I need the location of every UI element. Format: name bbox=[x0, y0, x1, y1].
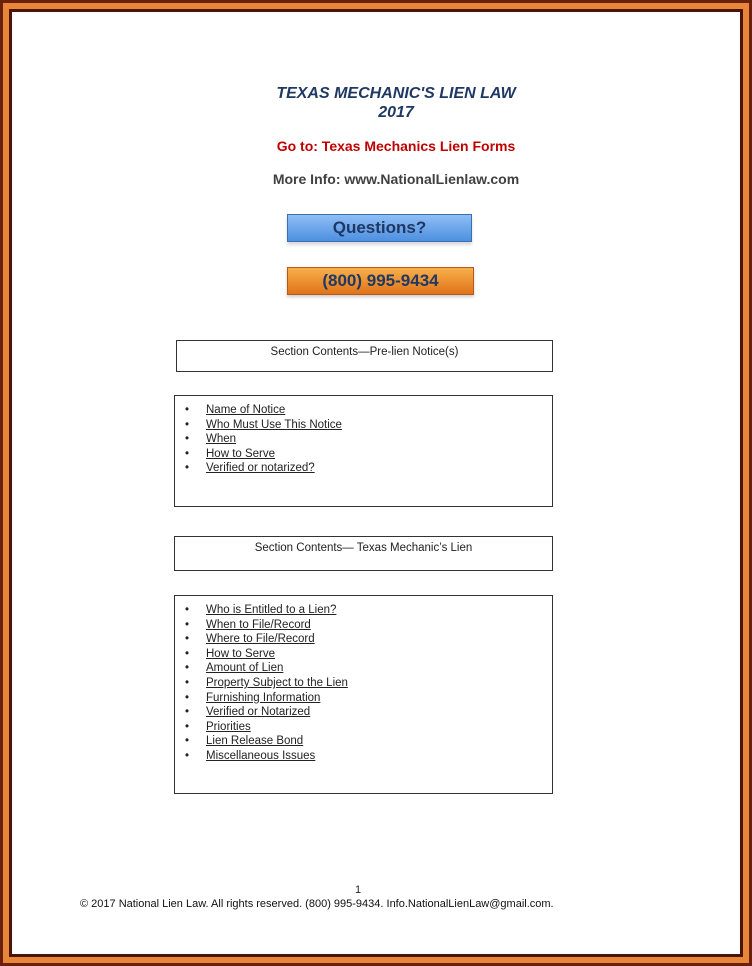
section-link[interactable]: Miscellaneous Issues bbox=[206, 749, 316, 762]
footer-copyright: © 2017 National Lien Law. All rights reserved. (800) 995-9434. Info.NationalLienLaw@gmail.com. bbox=[80, 898, 554, 910]
more-info-link[interactable]: More Info: www.NationalLienlaw.com bbox=[272, 171, 520, 187]
document-page bbox=[12, 12, 740, 954]
section-link[interactable]: When bbox=[206, 433, 237, 446]
lien-contents-list bbox=[175, 596, 552, 764]
section-link[interactable]: How to Serve bbox=[206, 447, 276, 460]
lien-section-heading: Section Contents— Texas Mechanic’s Lien bbox=[254, 542, 473, 554]
bullet-icon: • bbox=[185, 720, 190, 733]
section-link[interactable]: Who Must Use This Notice bbox=[206, 418, 342, 431]
bullet-icon: • bbox=[185, 447, 190, 460]
list-item bbox=[185, 403, 552, 418]
list-item bbox=[185, 691, 552, 706]
bullet-icon: • bbox=[185, 418, 190, 431]
section-link[interactable]: Property Subject to the Lien bbox=[206, 676, 348, 689]
phone-button[interactable] bbox=[287, 267, 474, 295]
section-link[interactable]: Who is Entitled to a Lien? bbox=[206, 604, 337, 616]
prelien-section-heading: Section Contents—Pre-lien Notice(s) bbox=[270, 346, 459, 358]
bullet-icon: • bbox=[185, 618, 190, 631]
list-item bbox=[185, 676, 552, 691]
bullet-icon: • bbox=[185, 647, 190, 660]
bullet-icon: • bbox=[185, 604, 190, 616]
bullet-icon: • bbox=[185, 749, 190, 762]
lien-contents-box bbox=[174, 595, 553, 794]
list-item bbox=[185, 603, 552, 618]
section-link[interactable]: Lien Release Bond bbox=[206, 735, 304, 748]
section-link[interactable]: When to File/Record bbox=[206, 618, 311, 631]
list-item bbox=[185, 705, 552, 720]
section-link[interactable]: Verified or Notarized bbox=[206, 706, 311, 719]
list-item bbox=[185, 432, 552, 447]
lien-section-heading-box bbox=[174, 536, 553, 571]
section-link[interactable]: Priorities bbox=[206, 720, 251, 733]
page-number: 1 bbox=[354, 884, 362, 896]
list-item bbox=[185, 418, 552, 433]
list-item bbox=[185, 734, 552, 749]
list-item bbox=[185, 618, 552, 633]
title-line-1: TEXAS MECHANIC'S LIEN LAW bbox=[276, 85, 516, 102]
list-item bbox=[185, 749, 552, 764]
bullet-icon: • bbox=[185, 633, 190, 646]
section-link[interactable]: Furnishing Information bbox=[206, 691, 321, 704]
list-item bbox=[185, 647, 552, 662]
prelien-section-heading-box bbox=[176, 340, 553, 372]
section-link[interactable]: Name of Notice bbox=[206, 404, 286, 416]
bullet-icon: • bbox=[185, 691, 190, 704]
section-link[interactable]: Amount of Lien bbox=[206, 662, 284, 675]
bullet-icon: • bbox=[185, 462, 190, 475]
section-link[interactable]: Where to File/Record bbox=[206, 633, 315, 646]
questions-button[interactable] bbox=[287, 214, 472, 242]
list-item bbox=[185, 720, 552, 735]
bullet-icon: • bbox=[185, 706, 190, 719]
list-item bbox=[185, 632, 552, 647]
questions-button-label: Questions? bbox=[332, 218, 427, 237]
title-line-2: 2017 bbox=[378, 104, 414, 121]
bullet-icon: • bbox=[185, 433, 190, 446]
bullet-icon: • bbox=[185, 735, 190, 748]
prelien-contents-list bbox=[175, 396, 552, 476]
bullet-icon: • bbox=[185, 676, 190, 689]
phone-button-label: (800) 995-9434 bbox=[322, 271, 439, 290]
list-item bbox=[185, 461, 552, 476]
bullet-icon: • bbox=[185, 404, 190, 416]
section-link[interactable]: How to Serve bbox=[206, 647, 276, 660]
goto-forms-link[interactable]: Go to: Texas Mechanics Lien Forms bbox=[276, 138, 516, 154]
list-item bbox=[185, 447, 552, 462]
prelien-contents-box bbox=[174, 395, 553, 507]
list-item bbox=[185, 661, 552, 676]
bullet-icon: • bbox=[185, 662, 190, 675]
section-link[interactable]: Verified or notarized? bbox=[206, 462, 315, 475]
